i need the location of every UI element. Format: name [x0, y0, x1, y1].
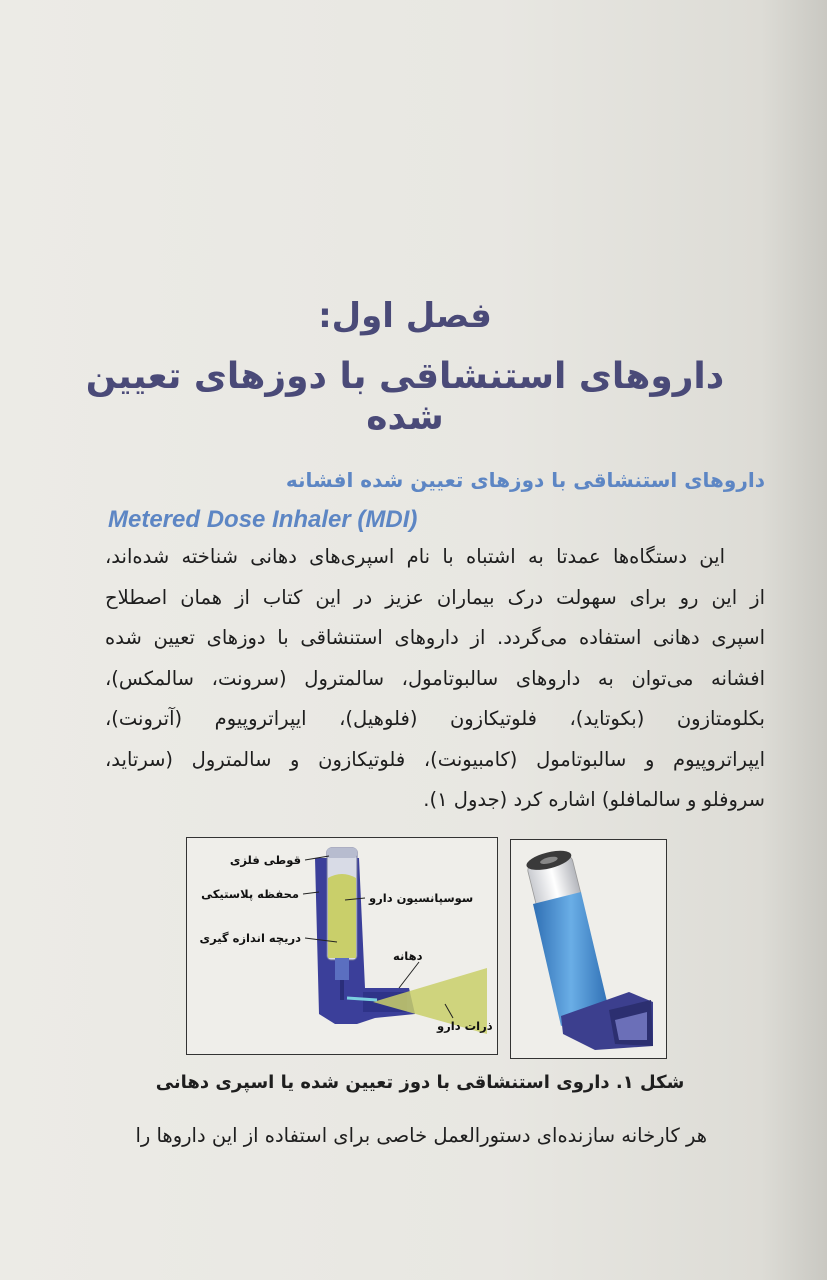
figure-caption: شکل ۱. داروی استنشاقی با دوز تعیین شده یا اسپری دهانی [155, 1072, 685, 1093]
paragraph-2: هر کارخانه سازنده‌ای دستورالعمل خاصی برای استفاده از این داروها را [135, 1124, 707, 1147]
section-title: داروهای استنشاقی با دوزهای تعیین شده افشانه [285, 468, 765, 492]
label-particles: ذرات دارو [437, 1019, 493, 1033]
stem-shape [340, 980, 344, 1000]
label-metering-valve: دریچه اندازه گیری [199, 931, 301, 945]
inhaler-photo [510, 839, 667, 1059]
suspension-shape [328, 874, 356, 958]
paragraph-1-line: ایپراتروپیوم و سالبوتامول (کامبیونت)، فلوتیکازون و سالمترول (سرتاید، [105, 747, 765, 771]
chapter-number: فصل اول: [318, 296, 492, 336]
paragraph-1-line: اسپری دهانی استفاده می‌گردد. از داروهای استنشاقی با دوزهای تعیین شده [105, 626, 765, 649]
inhaler-diagram-illustration [187, 838, 497, 1054]
paragraph-1-line: افشانه می‌توان به داروهای سالبوتامول، سالمترول (سرونت، سالمکس)، [105, 666, 765, 690]
inhaler-diagram [186, 837, 498, 1055]
paragraph-1-line: از این رو برای سهولت درک بیماران عزیز در این کتاب از همان اصطلاح [105, 585, 765, 609]
label-mouthpiece: دهانه [393, 949, 423, 963]
label-plastic-case: محفظه پلاستیکی [201, 887, 299, 901]
spray-jet [347, 998, 377, 1000]
valve-shape [335, 958, 349, 980]
canister-top [327, 848, 357, 858]
paragraph-1-line: بکلومتازون (بکوتاید)، فلوتیکازون (فلوهیل)، ایپراتروپیوم (آترونت)، [105, 707, 765, 730]
inhaler-photo-illustration [511, 840, 666, 1058]
label-suspension: سوسپانسیون دارو [369, 891, 474, 905]
paragraph-1-line: این دستگاه‌ها عمدتا به اشتباه با نام اسپری‌های دهانی شناخته شده‌اند، [105, 545, 725, 568]
paragraph-1 [105, 537, 765, 821]
chapter-title: داروهای استنشاقی با دوزهای تعیین شده [85, 356, 725, 438]
label-canister: قوطی فلزی [229, 853, 301, 867]
paragraph-1-line: سروفلو و سالمافلو) اشاره کرد (جدول ۱). [423, 788, 765, 811]
section-subtitle: Metered Dose Inhaler (MDI) [108, 506, 418, 533]
